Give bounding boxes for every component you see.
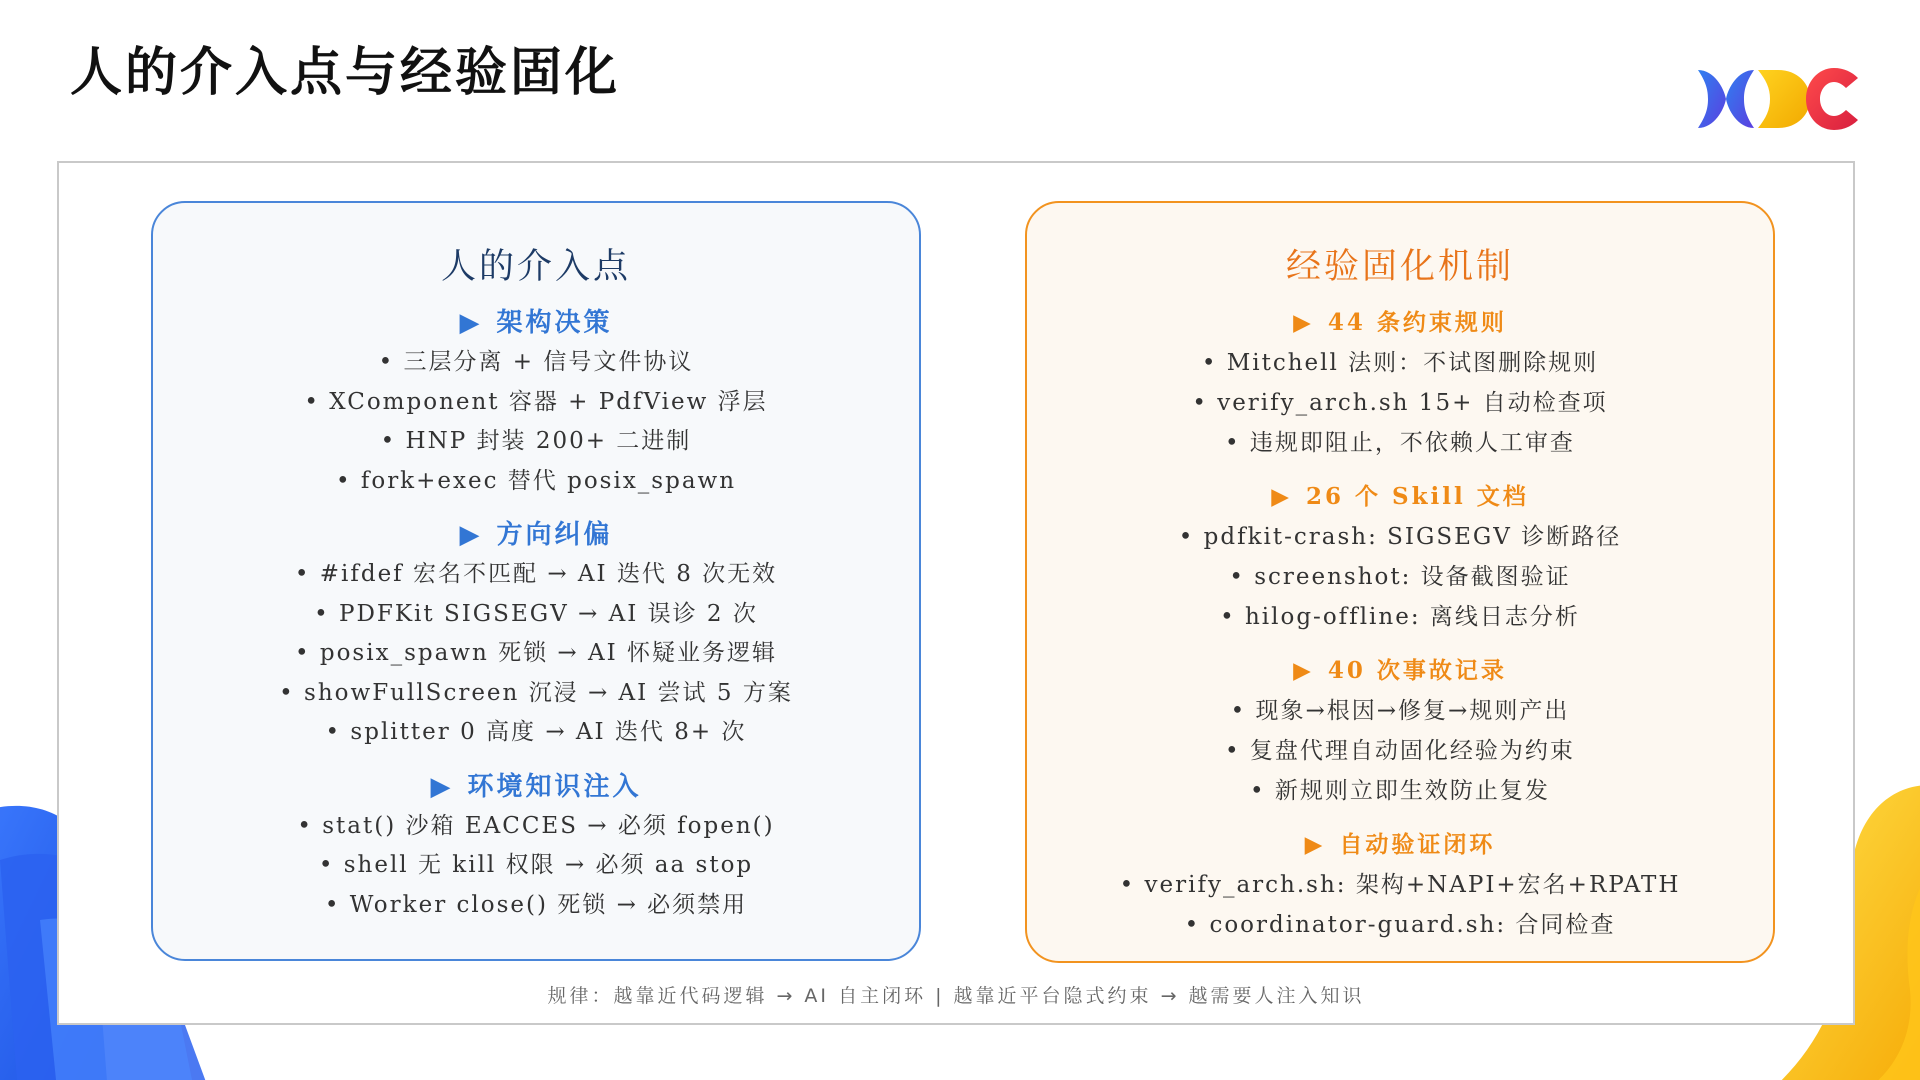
section-title-skill-docs: ▶ 26 个 Skill 文档 <box>1027 477 1773 517</box>
list-item: • verify_arch.sh: 架构+NAPI+宏名+RPATH <box>1119 872 1681 898</box>
list-item: • XComponent 容器 + PdfView 浮层 <box>304 388 768 415</box>
triangle-right-icon: ▶ <box>459 520 483 550</box>
triangle-right-icon: ▶ <box>1293 657 1314 684</box>
list-item: • 复盘代理自动固化经验为约束 <box>1225 738 1575 764</box>
list-item: • 新规则立即生效防止复发 <box>1250 778 1550 804</box>
panel-heading: 人的介入点 <box>440 247 631 287</box>
list-item: • 现象→根因→修复→规则产出 <box>1230 698 1570 724</box>
section-title-architecture: ▶ 架构决策 <box>153 303 919 343</box>
section-title-constraint-rules: ▶ 44 条约束规则 <box>1027 303 1773 343</box>
content-frame <box>57 161 1855 1025</box>
section-title-auto-verify: ▶ 自动验证闭环 <box>1027 825 1773 865</box>
footer-note: 规律：越靠近代码逻辑 → AI 自主闭环 | 越靠近平台隐式约束 → 越需要人注入知识 <box>547 985 1365 1007</box>
list-item: • hilog-offline: 离线日志分析 <box>1220 604 1580 630</box>
list-item: • pdfkit-crash: SIGSEGV 诊断路径 <box>1178 524 1622 550</box>
list-item: • fork+exec 替代 posix_spawn <box>335 467 737 494</box>
panel-heading: 经验固化机制 <box>1285 247 1514 287</box>
triangle-right-icon: ▶ <box>1304 831 1326 858</box>
list-item: • coordinator-guard.sh: 合同检查 <box>1184 912 1616 938</box>
list-item: • stat() 沙箱 EACCES → 必须 fopen() <box>297 812 775 839</box>
section-title-environment: ▶ 环境知识注入 <box>153 767 919 807</box>
experience-solidification-panel <box>1025 201 1775 963</box>
section-title-incident-records: ▶ 40 次事故记录 <box>1027 651 1773 691</box>
list-item: • PDFKit SIGSEGV → AI 误诊 2 次 <box>314 600 758 627</box>
list-item: • Mitchell 法则：不试图删除规则 <box>1201 350 1599 376</box>
triangle-right-icon: ▶ <box>1271 483 1292 510</box>
list-item: • 违规即阻止，不依赖人工审查 <box>1225 430 1575 456</box>
list-item: • screenshot: 设备截图验证 <box>1229 564 1571 590</box>
list-item: • HNP 封装 200+ 二进制 <box>380 428 692 454</box>
list-item: • verify_arch.sh 15+ 自动检查项 <box>1192 390 1608 416</box>
section-title-direction: ▶ 方向纠偏 <box>153 515 919 555</box>
brand-logo <box>1696 66 1860 132</box>
list-item: • Worker close() 死锁 → 必须禁用 <box>324 891 748 918</box>
list-item: • #ifdef 宏名不匹配 → AI 迭代 8 次无效 <box>294 561 778 587</box>
page-title: 人的介入点与经验固化 <box>70 42 621 103</box>
list-item: • shell 无 kill 权限 → 必须 aa stop <box>318 852 754 878</box>
list-item: • 三层分离 + 信号文件协议 <box>378 349 694 375</box>
triangle-right-icon: ▶ <box>1293 309 1314 336</box>
triangle-right-icon: ▶ <box>430 771 454 802</box>
list-item: • posix_spawn 死锁 → AI 怀疑业务逻辑 <box>294 640 778 666</box>
intervention-points-panel <box>151 201 921 961</box>
list-item: • showFullScreen 沉浸 → AI 尝试 5 方案 <box>279 679 793 706</box>
triangle-right-icon: ▶ <box>459 308 483 338</box>
list-item: • splitter 0 高度 → AI 迭代 8+ 次 <box>325 719 747 745</box>
